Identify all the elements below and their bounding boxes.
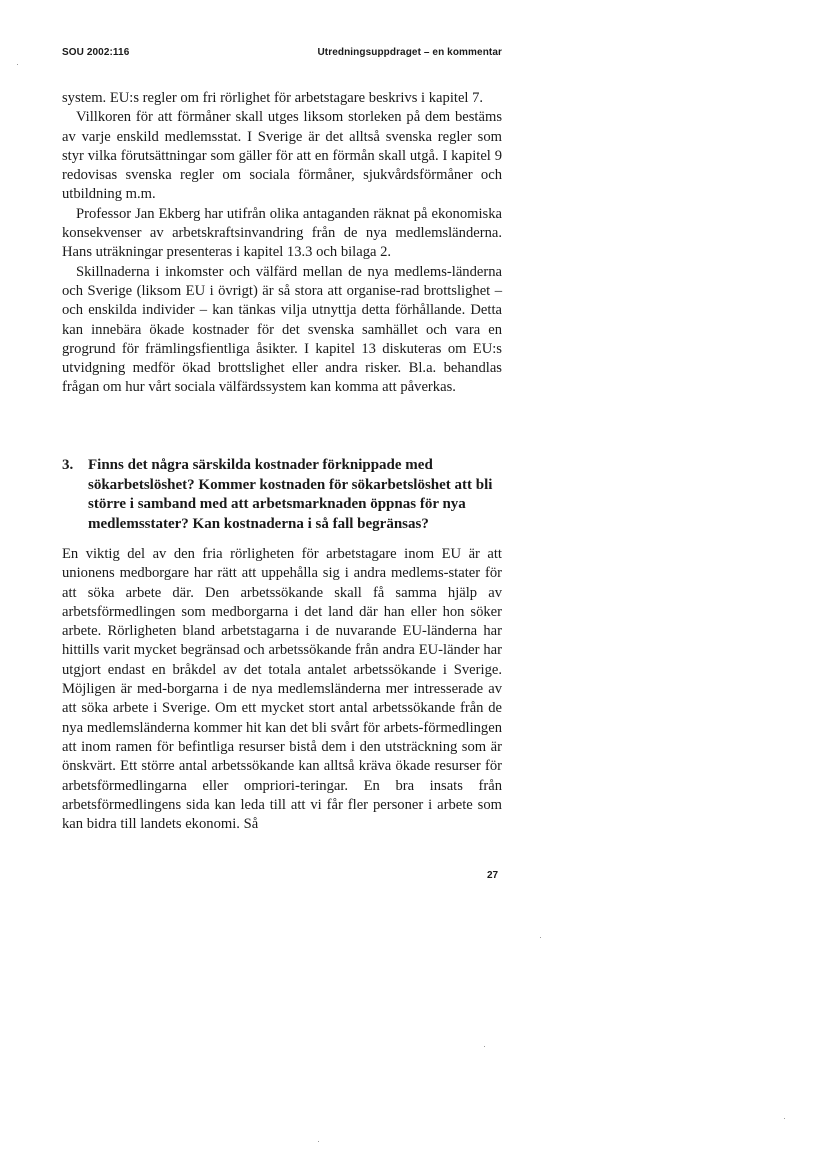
question-heading <box>62 456 502 534</box>
scan-speck <box>540 937 541 938</box>
question-number: 3. <box>62 457 74 473</box>
answer-text <box>62 545 502 834</box>
paragraph: En viktig del av den fria rörligheten för arbetstagare inom EU är att unionens medborgare har rätt att uppehålla sig i andra medlems-stater för att söka arbete där. Den arbetssökande skall få samma hjälp av arbetsförmedlingen som medborgarna i det land där han eller hon söker arbete. Rörligheten bland arbetstagarna i de nuvarande EU-länderna har hittills varit mycket begränsad och arbetssökande från andra EU-länder har utgjort endast en bråkdel av det totala antalet arbetssökande i Sverige. Möjligen är med-borgarna i de nya medlemsländerna mer intresserade av att söka arbete i Sverige. Om ett mycket stort antal arbetssökande från de nya medlemsländerna kommer hit kan det bli svårt för arbets-förmedlingen att inom ramen för befintliga resurser bistå dem i den utsträckning som är önskvärt. Ett större antal arbetssökande kan alltså kräva ökade resurser för arbetsförmedlingarna eller ompriori-teringar. En bra insats från arbetsförmedlingens sida kan leda till att vi får fler personer i arbete som kan bidra till landets ekonomi. Så <box>62 546 502 833</box>
scan-speck <box>784 1118 785 1119</box>
header-report-id: SOU 2002:116 <box>62 47 130 58</box>
page-number: 27 <box>487 870 499 881</box>
scan-speck <box>17 64 18 65</box>
paragraph: Skillnaderna i inkomster och välfärd mellan de nya medlems-länderna och Sverige (liksom EU i övrigt) är så stora att organise-rad brottslighet – och enskilda individer – kan tänkas vilja utnyttja detta förhållande. Detta kan innebära ökade kostnader för det svenska samhället och vara en grogrund för främlingsfientliga åsikter. I kapitel 13 diskuteras om EU:s utvidgning medför ökad brottslighet eller andra risker. Bl.a. behandlas frågan om hur vårt sociala välfärdssystem kan komma att påverkas. <box>62 263 502 396</box>
question-text: Finns det några särskilda kostnader förknippade med sökarbetslöshet? Kommer kostnaden för sökarbetslöshet att bli större i samband med att arbetsmarknaden öppnas för nya medlemsstater? Kan kostnaderna i så fall begränsas? <box>88 457 493 532</box>
scan-speck <box>484 1046 485 1047</box>
paragraph: Professor Jan Ekberg har utifrån olika antaganden räknat på ekonomiska konsekvenser av arbetskraftsinvandring från de nya medlemsländerna. Hans uträkningar presenteras i kapitel 13.3 och bilaga 2. <box>62 205 502 261</box>
paragraph: Villkoren för att förmåner skall utges liksom storleken på dem bestäms av varje enskild medlemsstat. I Sverige är det alltså svenska regler som styr vilka förutsättningar som gäller för att en förmån skall utgå. I kapitel 9 redovisas svenska regler om sociala förmåner, sjukvårdsförmåner och utbildning m.m. <box>62 109 502 203</box>
body-text <box>62 89 502 398</box>
paragraph: system. EU:s regler om fri rörlighet för arbetstagare beskrivs i kapitel 7. <box>62 90 484 106</box>
header-chapter-title: Utredningsuppdraget – en kommentar <box>317 47 502 58</box>
scan-speck <box>318 1141 319 1142</box>
